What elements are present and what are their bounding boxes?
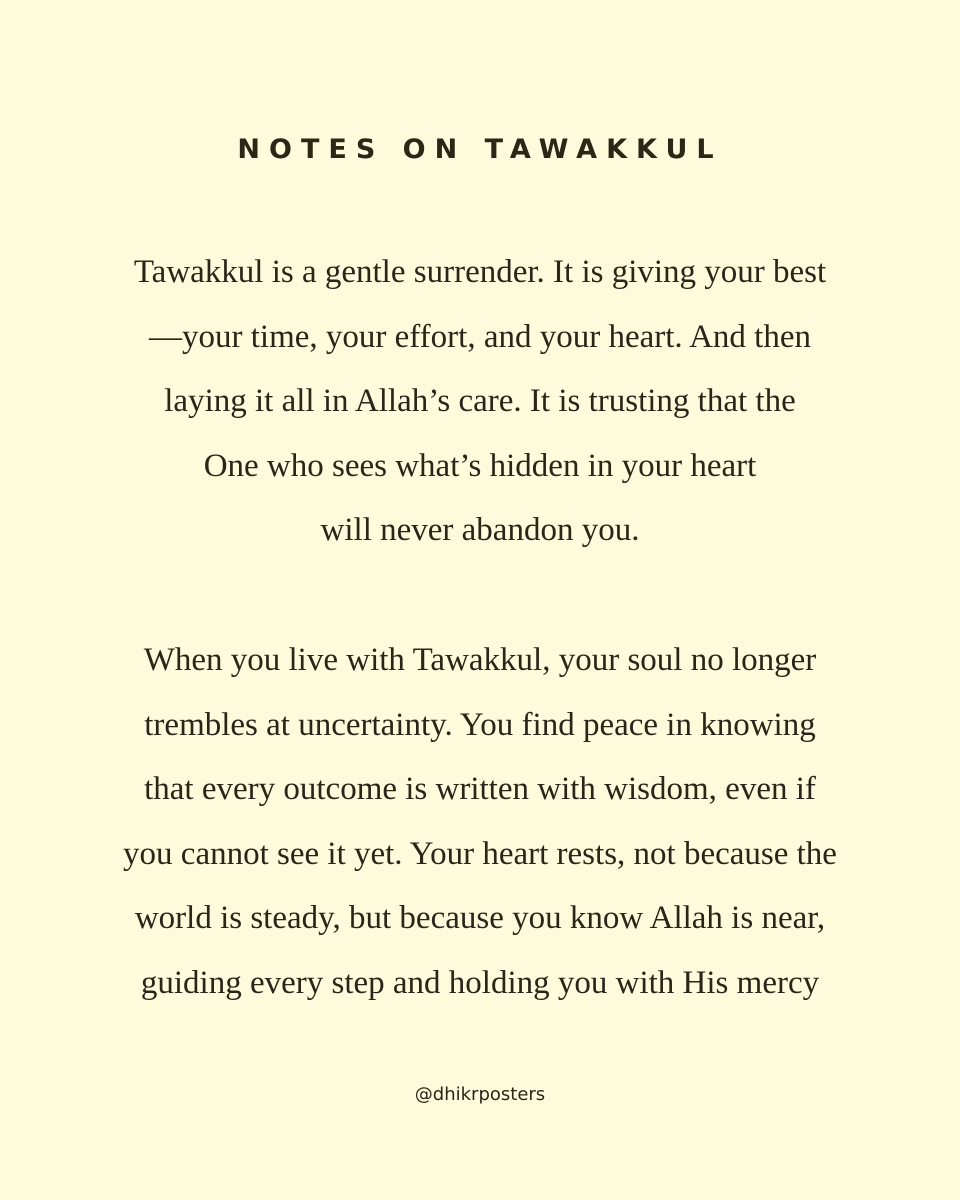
text-line: guiding every step and holding you with His mercy [140,964,820,1001]
text-line: trembles at uncertainty. You find peace in knowing [144,706,816,743]
paragraph-1 [0,240,960,563]
text-line: you cannot see it yet. Your heart rests, not because the [123,835,837,872]
text-line: world is steady, but because you know Allah is near, [134,900,826,936]
text-line: Tawakkul is a gentle surrender. It is giving your best [133,254,827,290]
text-line: One who sees what’s hidden in your heart [203,447,757,484]
text-line: laying it all in Allah’s care. It is trusting that the [164,383,796,419]
text-line: —your time, your effort, and your heart. And then [149,318,811,355]
poster-title: NOTES ON TAWAKKUL [237,134,723,165]
author-handle: @dhikrposters [414,1084,546,1105]
text-line: will never abandon you. [320,512,640,548]
text-line: that every outcome is written with wisdom, even if [144,771,816,807]
paragraph-2 [0,628,960,1015]
text-line: When you live with Tawakkul, your soul no longer [143,642,817,678]
